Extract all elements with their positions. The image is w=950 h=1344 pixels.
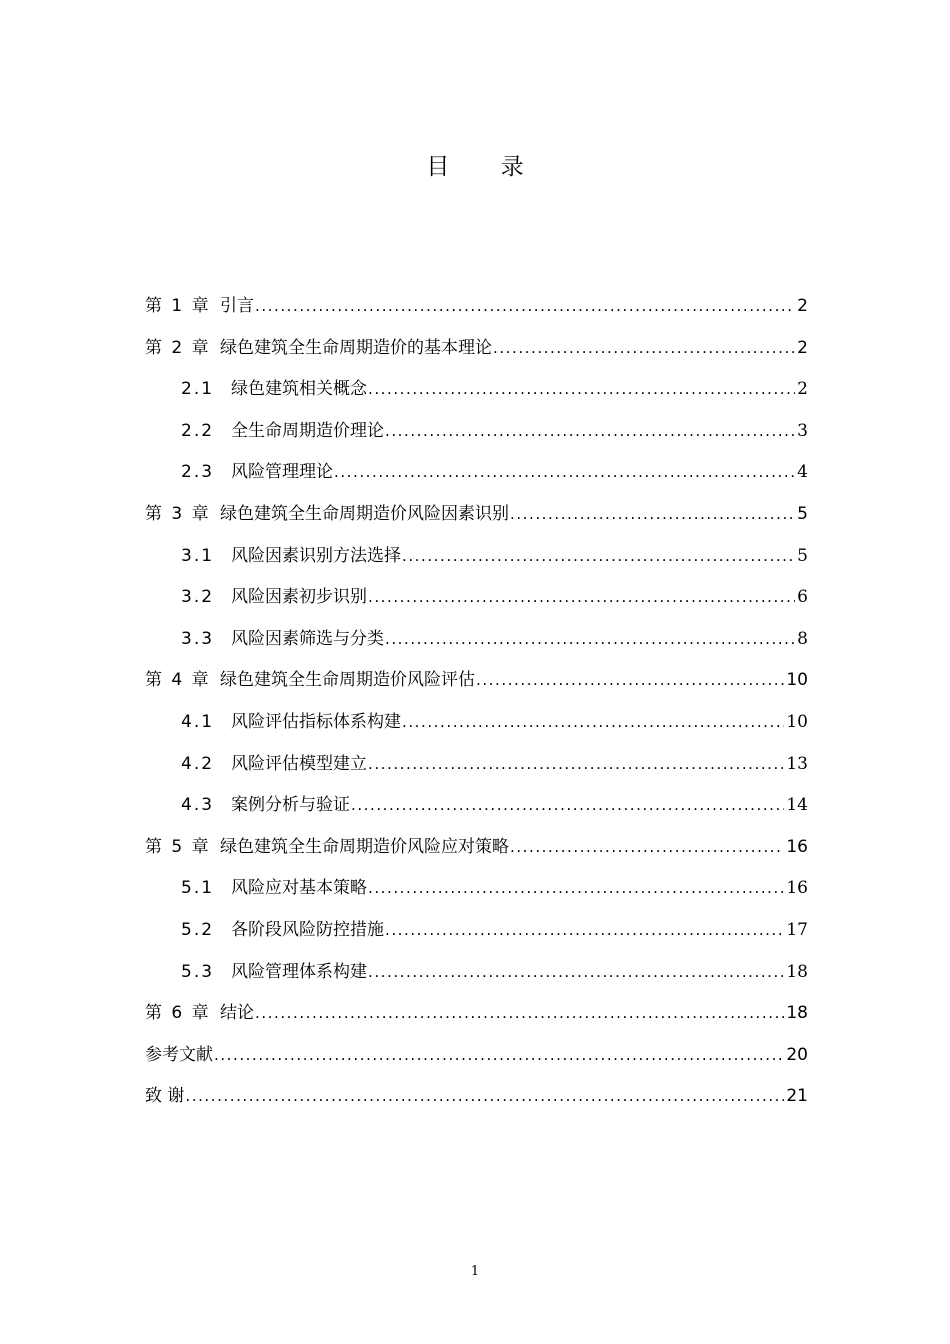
toc-entry-label: 绿色建筑全生命周期造价风险因素识别 bbox=[220, 503, 509, 524]
toc-leader-dots bbox=[510, 828, 784, 866]
toc-entry-label: 绿色建筑全生命周期造价的基本理论 bbox=[220, 337, 492, 358]
toc-leader-dots bbox=[476, 661, 784, 699]
toc-leader-dots bbox=[368, 953, 784, 991]
toc-entry[interactable] bbox=[145, 1036, 808, 1078]
toc-entry-page: 4 bbox=[797, 462, 808, 483]
toc-leader-dots bbox=[351, 786, 784, 824]
toc-entry-number: 4.1 bbox=[181, 711, 215, 732]
toc-entry-page: 10 bbox=[786, 711, 808, 732]
toc-entry-page: 3 bbox=[797, 420, 808, 441]
toc-leader-dots bbox=[493, 329, 795, 367]
toc-entry-page: 2 bbox=[797, 337, 808, 358]
toc-entry[interactable] bbox=[145, 1077, 808, 1119]
toc-entry-page: 2 bbox=[797, 379, 808, 400]
toc-entry[interactable] bbox=[145, 994, 808, 1036]
toc-entry[interactable] bbox=[145, 412, 808, 454]
toc-entry[interactable] bbox=[145, 537, 808, 579]
toc-entry-label: 绿色建筑全生命周期造价风险应对策略 bbox=[220, 836, 509, 857]
toc-entry[interactable] bbox=[145, 911, 808, 953]
toc-entry-label: 绿色建筑相关概念 bbox=[231, 379, 367, 400]
toc-leader-dots bbox=[368, 370, 795, 408]
toc-entry-number: 第 1 章 bbox=[145, 296, 211, 316]
toc-entry-page: 13 bbox=[786, 753, 808, 774]
toc-entry-number: 2.2 bbox=[181, 420, 215, 441]
toc-entry[interactable] bbox=[145, 828, 808, 870]
toc-entry-number: 2.3 bbox=[181, 462, 215, 483]
toc-entry-page: 8 bbox=[797, 628, 808, 649]
toc-leader-dots bbox=[368, 578, 795, 616]
toc-leader-dots bbox=[334, 453, 795, 491]
toc-entry[interactable] bbox=[145, 495, 808, 537]
toc-entry[interactable] bbox=[145, 869, 808, 911]
toc-entry-label: 绿色建筑全生命周期造价风险评估 bbox=[220, 670, 475, 691]
toc-entry[interactable] bbox=[145, 329, 808, 371]
toc-entry-page: 21 bbox=[786, 1086, 808, 1107]
toc-entry-number: 3.1 bbox=[181, 545, 215, 566]
toc-entry-page: 6 bbox=[797, 587, 808, 608]
toc-leader-dots bbox=[255, 287, 795, 325]
page-title: 目 录 bbox=[426, 154, 546, 180]
toc-leader-dots bbox=[385, 412, 795, 450]
table-of-contents bbox=[145, 287, 808, 1119]
toc-entry[interactable] bbox=[145, 661, 808, 703]
toc-entry-label: 参考文献 bbox=[145, 1044, 213, 1065]
toc-entry[interactable] bbox=[145, 620, 808, 662]
toc-entry-label: 引言 bbox=[220, 296, 254, 316]
toc-entry[interactable] bbox=[145, 786, 808, 828]
toc-entry-page: 16 bbox=[786, 878, 808, 899]
toc-entry-number: 4.2 bbox=[181, 753, 215, 774]
toc-entry-page: 18 bbox=[786, 961, 808, 982]
toc-entry[interactable] bbox=[145, 370, 808, 412]
toc-entry-number: 第 4 章 bbox=[145, 670, 211, 691]
toc-entry-number: 第 5 章 bbox=[145, 836, 211, 857]
toc-entry-label: 全生命周期造价理论 bbox=[231, 420, 384, 441]
toc-leader-dots bbox=[510, 495, 795, 533]
toc-entry-label: 风险管理理论 bbox=[231, 462, 333, 483]
toc-entry-number: 5.3 bbox=[181, 961, 215, 982]
toc-entry-number: 4.3 bbox=[181, 795, 215, 816]
toc-entry[interactable] bbox=[145, 703, 808, 745]
toc-entry-number: 2.1 bbox=[181, 379, 215, 400]
toc-entry-page: 17 bbox=[786, 919, 808, 940]
toc-entry[interactable] bbox=[145, 745, 808, 787]
toc-entry-number: 5.2 bbox=[181, 919, 215, 940]
toc-entry-label: 风险因素初步识别 bbox=[231, 587, 367, 608]
toc-leader-dots bbox=[402, 537, 795, 575]
toc-leader-dots bbox=[214, 1036, 784, 1074]
toc-entry-number: 5.1 bbox=[181, 878, 215, 899]
toc-entry[interactable] bbox=[145, 578, 808, 620]
toc-entry-number: 第 6 章 bbox=[145, 1003, 211, 1024]
toc-entry-label: 风险管理体系构建 bbox=[231, 961, 367, 982]
page-number: 1 bbox=[470, 1264, 480, 1279]
toc-entry-label: 风险因素识别方法选择 bbox=[231, 545, 401, 566]
toc-entry-number: 第 2 章 bbox=[145, 337, 211, 358]
toc-entry-page: 16 bbox=[786, 836, 808, 857]
toc-entry[interactable] bbox=[145, 453, 808, 495]
toc-entry-number: 3.3 bbox=[181, 628, 215, 649]
toc-entry-label: 各阶段风险防控措施 bbox=[231, 919, 384, 940]
toc-entry-label: 风险因素筛选与分类 bbox=[231, 628, 384, 649]
toc-leader-dots bbox=[368, 869, 784, 907]
toc-entry-page: 14 bbox=[786, 795, 808, 816]
toc-entry-page: 5 bbox=[797, 503, 808, 524]
toc-entry-number: 3.2 bbox=[181, 587, 215, 608]
toc-entry-label: 致 谢 bbox=[145, 1086, 185, 1107]
toc-entry-page: 10 bbox=[786, 670, 808, 691]
toc-leader-dots bbox=[402, 703, 784, 741]
toc-entry-number: 第 3 章 bbox=[145, 503, 211, 524]
toc-entry-label: 案例分析与验证 bbox=[231, 795, 350, 816]
toc-leader-dots bbox=[368, 745, 784, 783]
toc-leader-dots bbox=[185, 1077, 784, 1115]
toc-entry-label: 结论 bbox=[220, 1003, 254, 1024]
toc-entry-page: 20 bbox=[786, 1044, 808, 1065]
toc-entry[interactable] bbox=[145, 953, 808, 995]
toc-leader-dots bbox=[385, 620, 795, 658]
toc-entry-label: 风险评估模型建立 bbox=[231, 753, 367, 774]
toc-entry-label: 风险评估指标体系构建 bbox=[231, 711, 401, 732]
toc-leader-dots bbox=[255, 994, 784, 1032]
toc-entry-page: 2 bbox=[797, 296, 808, 316]
toc-entry-page: 5 bbox=[797, 545, 808, 566]
toc-entry-label: 风险应对基本策略 bbox=[231, 878, 367, 899]
toc-entry-page: 18 bbox=[786, 1003, 808, 1024]
toc-leader-dots bbox=[385, 911, 784, 949]
toc-entry[interactable] bbox=[145, 287, 808, 329]
